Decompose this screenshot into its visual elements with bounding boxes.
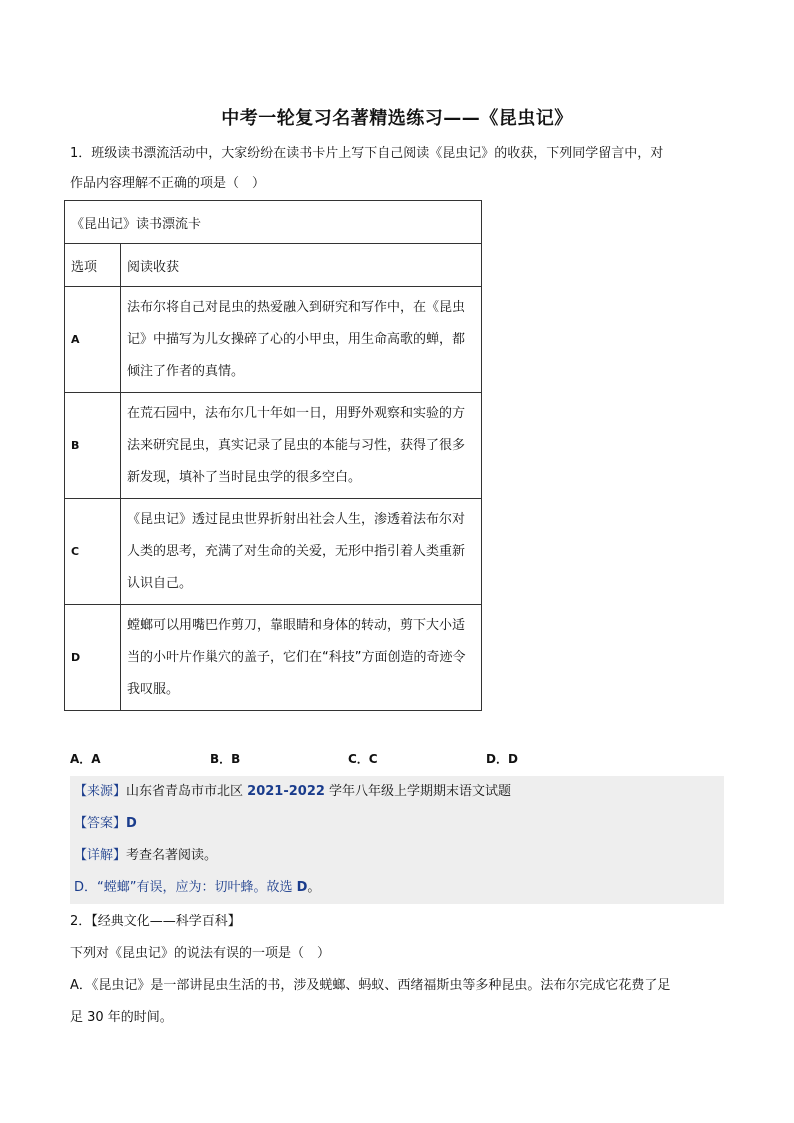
option-text: 在荒石园中，法布尔几十年如一日，用野外观察和实验的方法来研究昆虫，真实记录了昆虫的本能与习性，获得了很多新发现，填补了当时昆虫学的很多空白。 bbox=[121, 393, 482, 499]
answer-label: 【答案】 bbox=[74, 816, 127, 831]
question-2 bbox=[70, 906, 730, 1034]
option-text: 《昆虫记》透过昆虫世界折射出社会人生，渗透着法布尔对人类的思考，充满了对生命的关爱，无形中指引着人类重新认识自己。 bbox=[121, 499, 482, 605]
explanation-post: 。 bbox=[307, 880, 321, 895]
card-title: 《昆出记》读书漂流卡 bbox=[65, 201, 482, 244]
page-title: 中考一轮复习名著精选练习——《昆虫记》 bbox=[221, 108, 573, 129]
option-text: 螳螂可以用嘴巴作剪刀，靠眼睛和身体的转动，剪下大小适当的小叶片作巢穴的盖子，它们在“科技”方面创造的奇迹令我叹服。 bbox=[121, 605, 482, 711]
source-label: 【来源】 bbox=[74, 784, 127, 799]
choice-b[interactable]: B．B bbox=[210, 752, 241, 766]
source-year: 2021-2022 bbox=[247, 784, 325, 799]
source-row bbox=[70, 776, 724, 808]
table-row bbox=[65, 499, 482, 605]
explanation-row bbox=[70, 872, 724, 904]
choice-a[interactable]: A．A bbox=[70, 752, 101, 766]
option-label: A bbox=[65, 287, 121, 393]
answer-choices bbox=[70, 750, 730, 774]
detail-text: 考查名著阅读。 bbox=[126, 848, 218, 863]
option-label: C bbox=[65, 499, 121, 605]
choice-c[interactable]: C．C bbox=[348, 752, 378, 766]
choice-d[interactable]: D．D bbox=[486, 752, 518, 766]
column-header-option: 选项 bbox=[65, 244, 121, 287]
table-row bbox=[65, 393, 482, 499]
source-text-post: 学年八年级上学期期末语文试题 bbox=[324, 784, 512, 799]
option-label: B bbox=[65, 393, 121, 499]
reading-card-table bbox=[64, 200, 482, 711]
question-2-option-a-line1: A．《昆虫记》是一部讲昆虫生活的书，涉及蜣螂、蚂蚁、西绪福斯虫等多种昆虫。法布尔完成它花费了足 bbox=[70, 978, 671, 993]
explanation-pre: D．“螳螂”有误，应为：切叶蜂。故选 bbox=[74, 880, 297, 895]
question-2-heading: 2．【经典文化——科学百科】 bbox=[70, 914, 241, 929]
table-row bbox=[65, 605, 482, 711]
question-2-stem: 下列对《昆虫记》的说法有误的一项是（ ） bbox=[70, 946, 331, 961]
detail-row bbox=[70, 840, 724, 872]
question-1-stem-line2: 作品内容理解不正确的项是（ ） bbox=[70, 176, 266, 191]
question-1-stem bbox=[70, 139, 730, 199]
source-text-pre: 山东省青岛市市北区 bbox=[126, 784, 248, 799]
column-header-content: 阅读收获 bbox=[121, 244, 482, 287]
explanation-value: D bbox=[296, 880, 308, 895]
answer-value: D bbox=[126, 816, 137, 831]
detail-label: 【详解】 bbox=[74, 848, 127, 863]
answer-explanation-box bbox=[70, 776, 724, 904]
answer-row bbox=[70, 808, 724, 840]
option-text: 法布尔将自己对昆虫的热爱融入到研究和写作中，在《昆虫记》中描写为儿女操碎了心的小甲虫，用生命高歌的蝉，都倾注了作者的真情。 bbox=[121, 287, 482, 393]
table-row bbox=[65, 287, 482, 393]
question-1-stem-line1: 1．班级读书漂流活动中，大家纷纷在读书卡片上写下自己阅读《昆虫记》的收获，下列同学留言中，对 bbox=[70, 146, 664, 161]
question-2-option-a-line2: 足 30 年的时间。 bbox=[70, 1010, 173, 1025]
option-label: D bbox=[65, 605, 121, 711]
